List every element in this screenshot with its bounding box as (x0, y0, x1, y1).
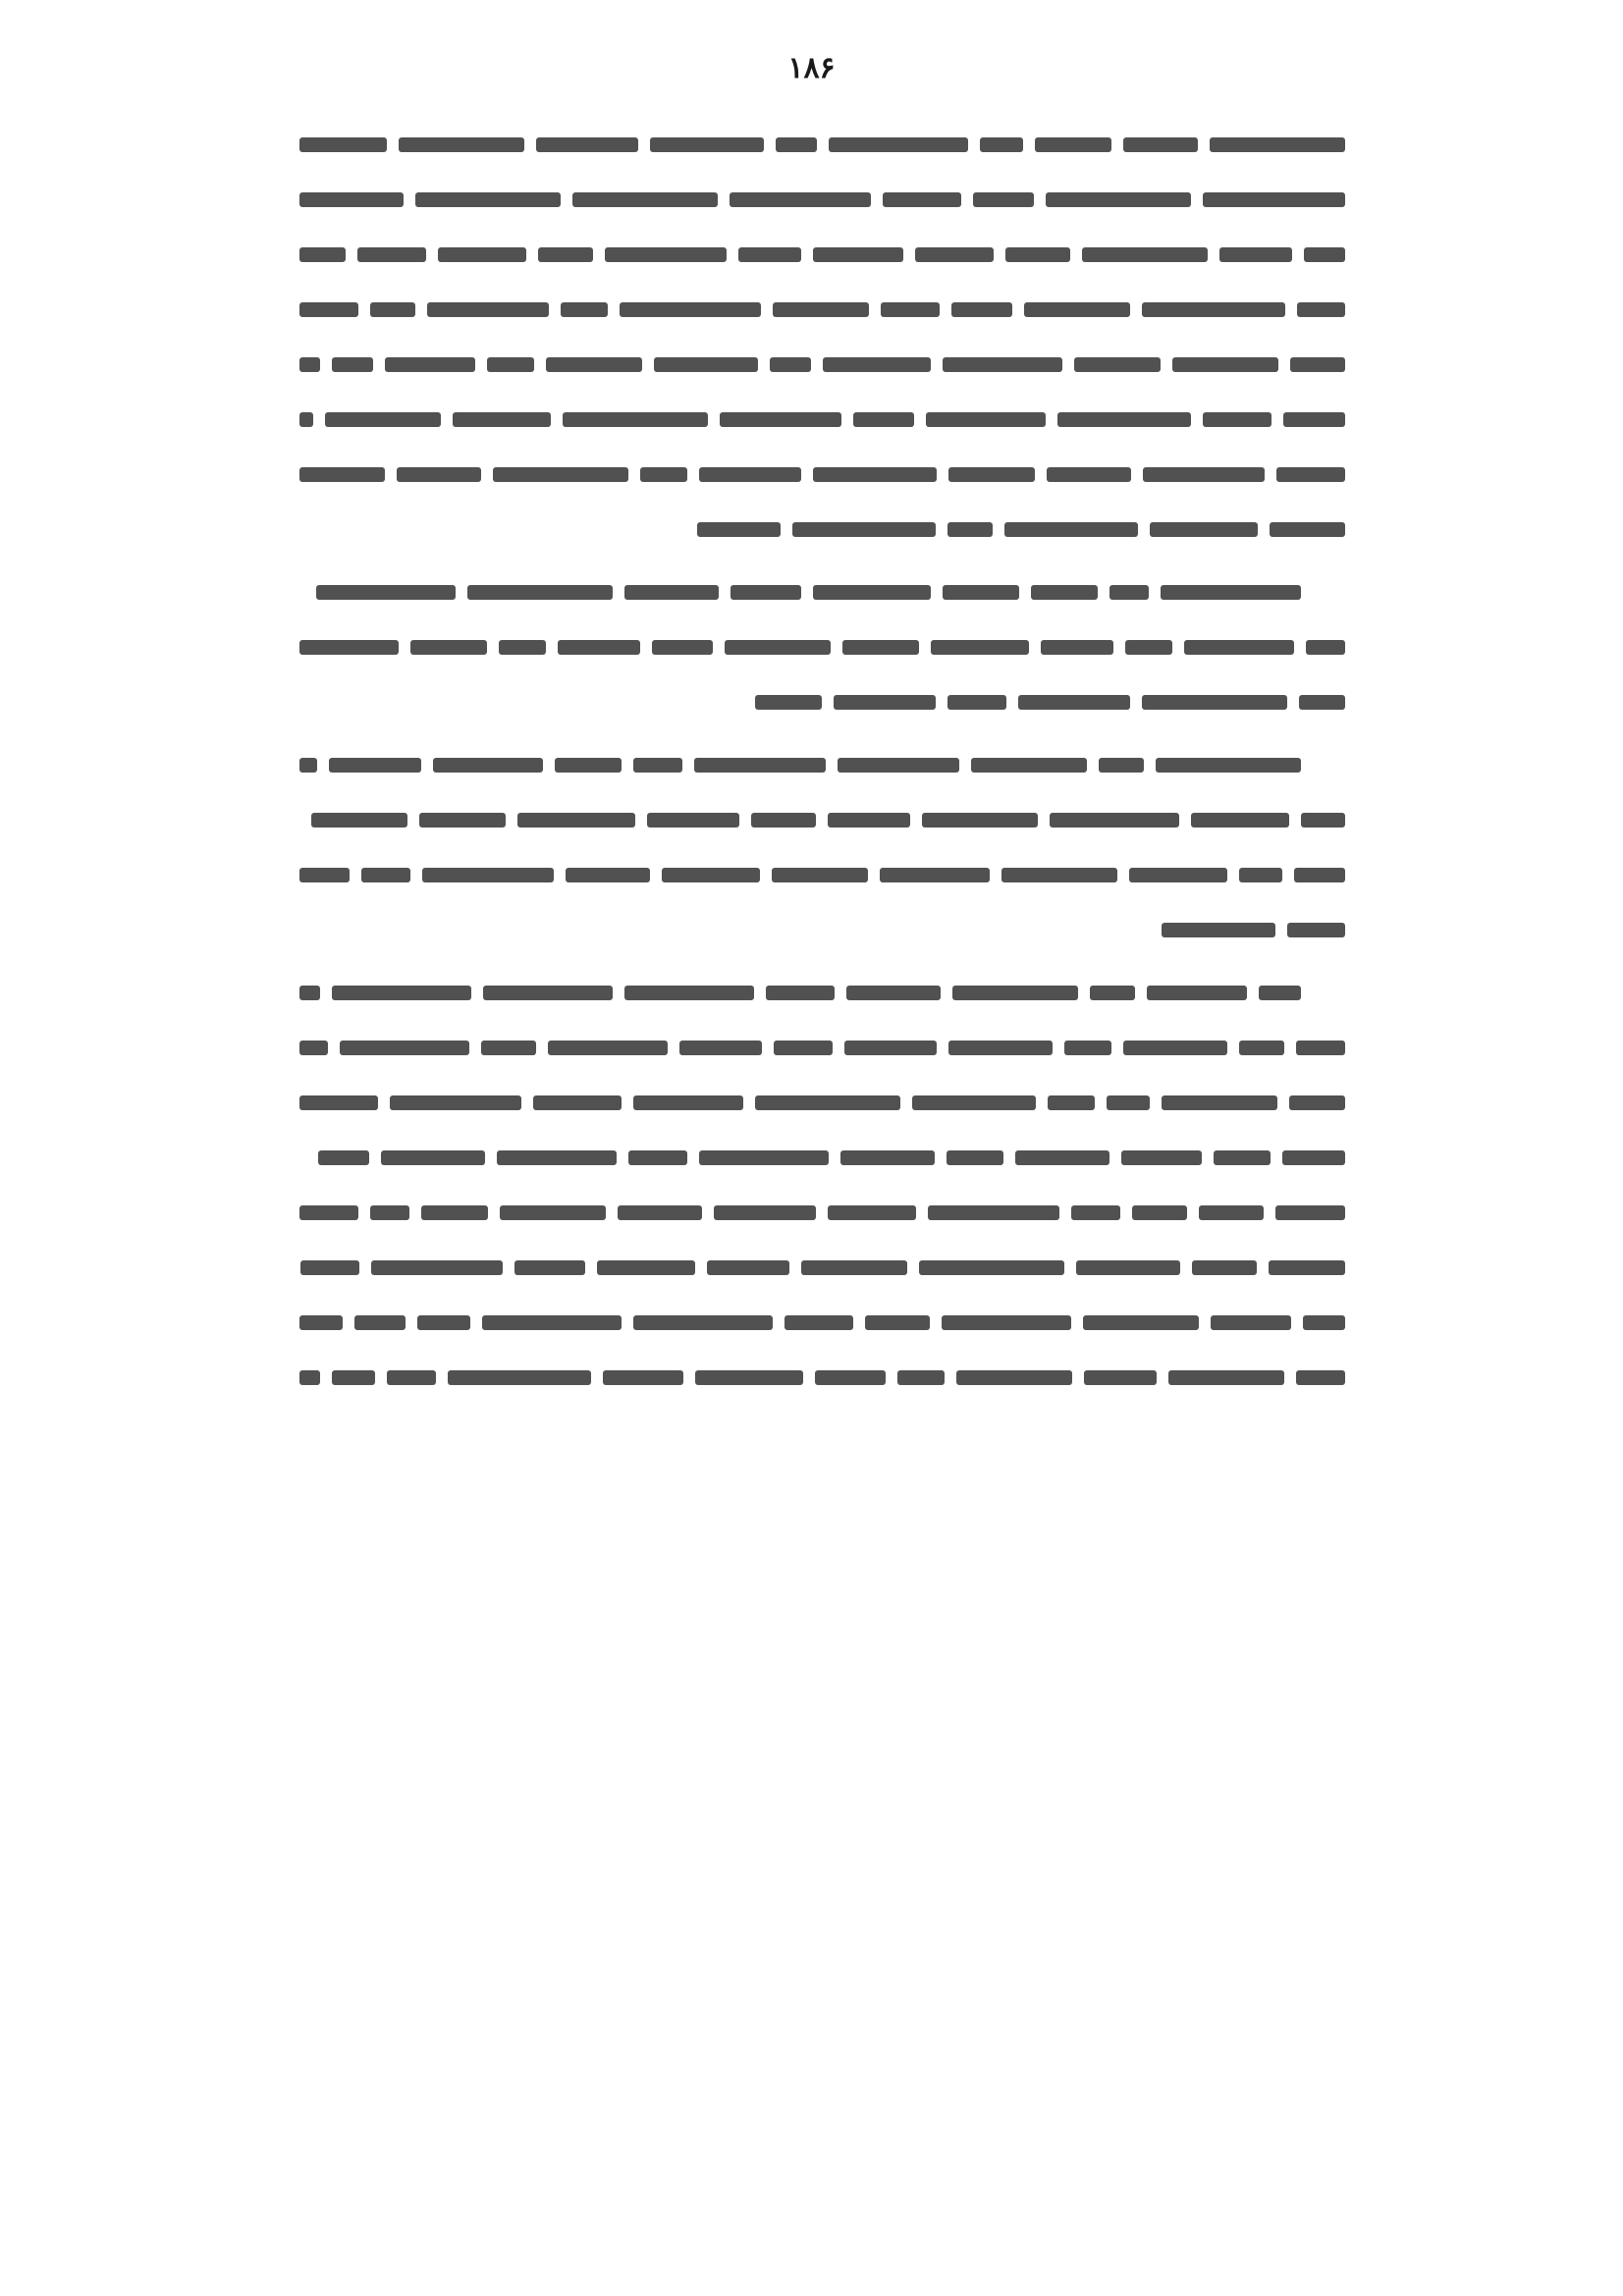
word-mark (390, 1095, 521, 1110)
word-mark (1015, 1150, 1109, 1165)
word-mark (371, 1260, 503, 1275)
text-line (299, 903, 1345, 958)
word-mark (948, 1041, 1053, 1055)
word-mark (419, 813, 506, 828)
word-mark (1270, 522, 1345, 537)
word-mark (1090, 986, 1135, 1000)
text-line (299, 848, 1345, 903)
word-mark (1057, 412, 1191, 427)
word-mark (421, 1205, 488, 1220)
paragraph (299, 118, 1345, 558)
word-mark (773, 302, 869, 317)
word-mark (357, 247, 426, 262)
word-mark (640, 467, 687, 482)
word-mark (563, 412, 708, 427)
word-mark (755, 695, 822, 710)
word-mark (942, 1315, 1071, 1330)
word-mark (329, 758, 421, 773)
word-mark (647, 813, 739, 828)
text-line (299, 173, 1345, 228)
word-mark (725, 640, 831, 655)
word-mark (840, 1150, 935, 1165)
text-line (299, 393, 1345, 448)
word-mark (448, 1370, 591, 1385)
paragraph (299, 738, 1345, 958)
text-line (299, 1351, 1345, 1406)
word-mark (1290, 357, 1345, 372)
word-mark (500, 1205, 606, 1220)
word-mark (1004, 522, 1138, 537)
word-mark (926, 412, 1046, 427)
word-mark (340, 1041, 469, 1055)
word-mark (1143, 467, 1265, 482)
word-mark (1211, 1315, 1291, 1330)
word-mark (1191, 813, 1289, 828)
word-mark (1219, 247, 1292, 262)
word-mark (755, 1095, 900, 1110)
word-mark (829, 137, 968, 152)
word-mark (738, 247, 801, 262)
word-mark (618, 1205, 702, 1220)
word-mark (919, 1260, 1064, 1275)
word-mark (730, 192, 871, 207)
word-mark (299, 758, 317, 773)
word-mark (1282, 1150, 1345, 1165)
text-line (299, 1076, 1345, 1131)
word-mark (1203, 412, 1271, 427)
word-mark (952, 986, 1078, 1000)
word-mark (299, 640, 399, 655)
word-mark (1168, 1370, 1284, 1385)
word-mark (299, 192, 404, 207)
word-mark (865, 1315, 930, 1330)
word-mark (943, 357, 1062, 372)
word-mark (842, 640, 919, 655)
word-mark (299, 357, 320, 372)
word-mark (572, 192, 718, 207)
word-mark (1147, 986, 1247, 1000)
word-mark (361, 868, 410, 882)
text-line (299, 1021, 1345, 1076)
body-text (299, 118, 1345, 1406)
text-line (299, 675, 1345, 730)
text-line (299, 338, 1345, 393)
word-mark (948, 467, 1035, 482)
page-number: ۱۸۶ (787, 51, 836, 85)
word-mark (1156, 758, 1301, 773)
word-mark (813, 585, 931, 600)
word-mark (415, 192, 561, 207)
word-mark (493, 467, 628, 482)
word-mark (555, 758, 622, 773)
word-mark (1031, 585, 1098, 600)
word-mark (815, 1370, 886, 1385)
word-mark (931, 640, 1029, 655)
word-mark (912, 1095, 1036, 1110)
word-mark (813, 467, 937, 482)
word-mark (838, 758, 959, 773)
word-mark (603, 1370, 683, 1385)
word-mark (813, 247, 903, 262)
word-mark (1123, 137, 1198, 152)
word-mark (1299, 695, 1345, 710)
word-mark (801, 1260, 907, 1275)
word-mark (928, 1205, 1059, 1220)
word-mark (332, 1370, 375, 1385)
word-mark (1121, 1150, 1202, 1165)
word-mark (714, 1205, 816, 1220)
word-mark (980, 137, 1023, 152)
word-mark (694, 758, 826, 773)
word-mark (620, 302, 761, 317)
word-mark (332, 357, 373, 372)
word-mark (1150, 522, 1258, 537)
word-mark (1018, 695, 1130, 710)
word-mark (546, 357, 642, 372)
word-mark (1064, 1041, 1111, 1055)
word-mark (482, 1315, 622, 1330)
text-line (299, 966, 1345, 1021)
word-mark (1071, 1205, 1120, 1220)
word-mark (1041, 640, 1113, 655)
word-mark (1294, 868, 1345, 882)
word-mark (299, 247, 346, 262)
word-mark (1304, 247, 1345, 262)
word-mark (1109, 585, 1149, 600)
word-mark (597, 1260, 695, 1275)
word-mark (487, 357, 534, 372)
text-line (299, 1131, 1345, 1186)
word-mark (1046, 192, 1191, 207)
word-mark (481, 1041, 536, 1055)
word-mark (387, 1370, 436, 1385)
text-line (299, 620, 1345, 675)
word-mark (1048, 1095, 1095, 1110)
word-mark (299, 412, 313, 427)
text-line (299, 565, 1345, 620)
word-mark (881, 302, 940, 317)
text-line (299, 1296, 1345, 1351)
word-mark (1214, 1150, 1271, 1165)
word-mark (1161, 585, 1301, 600)
word-mark (1123, 1041, 1227, 1055)
word-mark (943, 585, 1019, 600)
word-mark (399, 137, 524, 152)
word-mark (1172, 357, 1278, 372)
word-mark (1287, 923, 1345, 937)
word-mark (1306, 640, 1345, 655)
word-mark (679, 1041, 762, 1055)
word-mark (792, 522, 936, 537)
word-mark (1162, 923, 1275, 937)
paragraph-gap (299, 558, 1345, 565)
word-mark (1074, 357, 1161, 372)
text-line (299, 503, 1345, 558)
word-mark (699, 467, 801, 482)
word-mark (971, 758, 1087, 773)
word-mark (538, 247, 593, 262)
word-mark (438, 247, 526, 262)
word-mark (497, 1150, 617, 1165)
word-mark (1296, 1041, 1345, 1055)
word-mark (318, 1150, 369, 1165)
word-mark (1269, 1260, 1345, 1275)
word-mark (299, 1095, 378, 1110)
word-mark (947, 1150, 1003, 1165)
word-mark (1162, 1095, 1277, 1110)
text-line (299, 283, 1345, 338)
word-mark (299, 1315, 343, 1330)
word-mark (1239, 868, 1282, 882)
text-line (299, 793, 1345, 848)
word-mark (1125, 640, 1172, 655)
word-mark (533, 1095, 622, 1110)
word-mark (311, 813, 407, 828)
word-mark (1275, 1205, 1345, 1220)
word-mark (422, 868, 554, 882)
word-mark (517, 813, 635, 828)
word-mark (1301, 813, 1345, 828)
word-mark (417, 1315, 470, 1330)
word-mark (354, 1315, 406, 1330)
word-mark (1142, 695, 1287, 710)
word-mark (662, 868, 760, 882)
word-mark (772, 868, 868, 882)
text-line (299, 448, 1345, 503)
word-mark (1199, 1205, 1264, 1220)
word-mark (483, 986, 613, 1000)
word-mark (370, 1205, 409, 1220)
paragraph (299, 565, 1345, 730)
word-mark (299, 1370, 320, 1385)
word-mark (1276, 467, 1345, 482)
word-mark (1296, 1370, 1345, 1385)
word-mark (514, 1260, 585, 1275)
word-mark (1303, 1315, 1345, 1330)
text-line (299, 1186, 1345, 1241)
word-mark (1283, 412, 1345, 427)
word-mark (300, 1260, 359, 1275)
text-line (299, 738, 1345, 793)
word-mark (325, 412, 441, 427)
word-mark (853, 412, 914, 427)
paragraph (299, 966, 1345, 1406)
word-mark (699, 1150, 829, 1165)
word-mark (770, 357, 811, 372)
word-mark (1082, 247, 1208, 262)
word-mark (915, 247, 994, 262)
word-mark (381, 1150, 485, 1165)
word-mark (633, 1315, 773, 1330)
word-mark (697, 522, 781, 537)
word-mark (299, 467, 385, 482)
word-mark (1099, 758, 1144, 773)
word-mark (1184, 640, 1294, 655)
word-mark (707, 1260, 789, 1275)
word-mark (1047, 467, 1131, 482)
word-mark (397, 467, 481, 482)
word-mark (1210, 137, 1345, 152)
word-mark (766, 986, 835, 1000)
word-mark (558, 640, 640, 655)
word-mark (1076, 1260, 1180, 1275)
word-mark (433, 758, 543, 773)
word-mark (652, 640, 713, 655)
word-mark (536, 137, 638, 152)
text-line (299, 118, 1345, 173)
word-mark (883, 192, 961, 207)
word-mark (1035, 137, 1111, 152)
word-mark (1024, 302, 1130, 317)
text-line (299, 228, 1345, 283)
word-mark (828, 813, 910, 828)
word-mark (299, 1041, 328, 1055)
word-mark (548, 1041, 668, 1055)
word-mark (453, 412, 551, 427)
word-mark (751, 813, 816, 828)
word-mark (1050, 813, 1179, 828)
word-mark (299, 137, 387, 152)
word-mark (299, 302, 358, 317)
word-mark (922, 813, 1038, 828)
word-mark (897, 1370, 945, 1385)
word-mark (784, 1315, 853, 1330)
word-mark (1289, 1095, 1345, 1110)
word-mark (1005, 247, 1070, 262)
word-mark (1084, 1370, 1157, 1385)
word-mark (605, 247, 727, 262)
word-mark (1107, 1095, 1150, 1110)
word-mark (650, 137, 764, 152)
paragraph-gap (299, 958, 1345, 966)
word-mark (654, 357, 758, 372)
word-mark (633, 758, 682, 773)
word-mark (776, 137, 817, 152)
word-mark (410, 640, 487, 655)
word-mark (1142, 302, 1285, 317)
word-mark (332, 986, 471, 1000)
word-mark (299, 1205, 358, 1220)
word-mark (695, 1370, 803, 1385)
word-mark (566, 868, 650, 882)
word-mark (561, 302, 608, 317)
word-mark (624, 986, 754, 1000)
word-mark (1001, 868, 1117, 882)
word-mark (633, 1095, 743, 1110)
word-mark (973, 192, 1034, 207)
word-mark (823, 357, 931, 372)
word-mark (834, 695, 936, 710)
word-mark (299, 986, 320, 1000)
word-mark (720, 412, 841, 427)
word-mark (774, 1041, 833, 1055)
word-mark (828, 1205, 916, 1220)
word-mark (1129, 868, 1227, 882)
word-mark (299, 868, 350, 882)
word-mark (1297, 302, 1345, 317)
word-mark (951, 302, 1012, 317)
word-mark (1239, 1041, 1284, 1055)
word-mark (844, 1041, 937, 1055)
text-line (299, 1241, 1345, 1296)
word-mark (846, 986, 941, 1000)
word-mark (385, 357, 475, 372)
word-mark (1083, 1315, 1199, 1330)
word-mark (880, 868, 990, 882)
word-mark (499, 640, 546, 655)
word-mark (1132, 1205, 1187, 1220)
word-mark (1203, 192, 1345, 207)
word-mark (628, 1150, 687, 1165)
word-mark (467, 585, 613, 600)
word-mark (730, 585, 801, 600)
paragraph-gap (299, 730, 1345, 738)
word-mark (947, 695, 1006, 710)
word-mark (624, 585, 719, 600)
word-mark (316, 585, 456, 600)
word-mark (427, 302, 549, 317)
word-mark (1192, 1260, 1257, 1275)
word-mark (956, 1370, 1072, 1385)
word-mark (947, 522, 993, 537)
word-mark (1259, 986, 1301, 1000)
word-mark (370, 302, 415, 317)
